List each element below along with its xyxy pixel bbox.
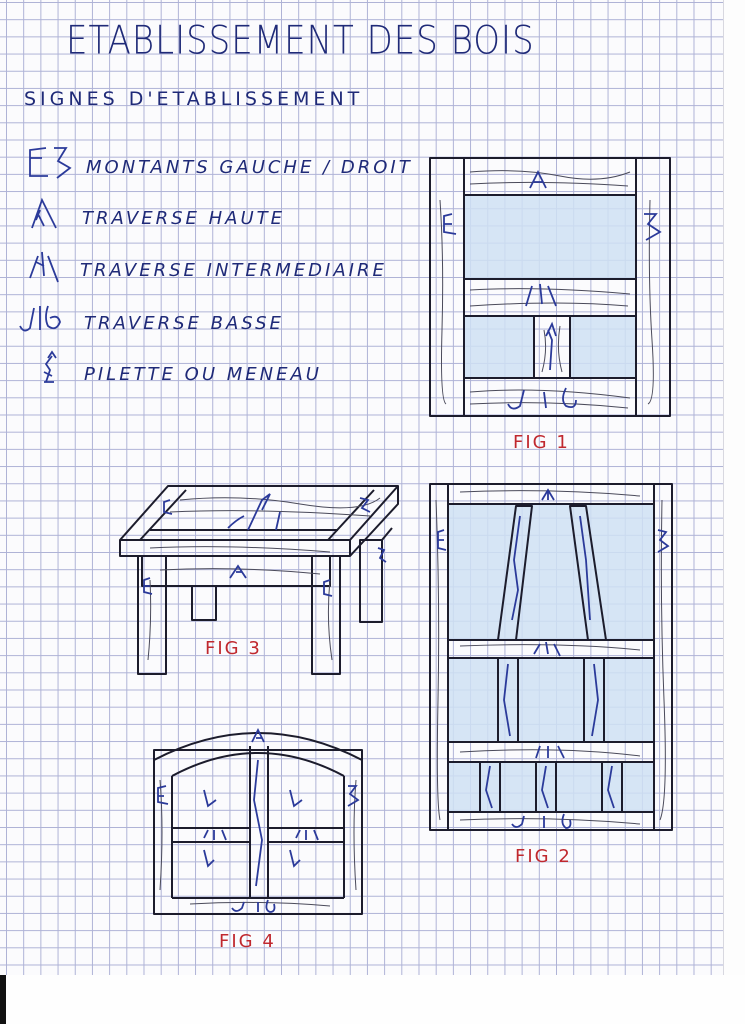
caption-fig3: FIG 3: [205, 638, 262, 659]
legend-label-traverse-intermediaire: TRAVERSE INTERMEDIAIRE: [80, 260, 387, 281]
fig4-doors-drawing: [154, 730, 362, 914]
symbol-pilette-icon: [44, 352, 56, 382]
legend-label-montants: MONTANTS GAUCHE / DROIT: [86, 157, 413, 178]
symbol-traverse-haute-icon: [32, 200, 56, 228]
fig2-frame-drawing: [430, 484, 672, 830]
caption-fig2: FIG 2: [515, 846, 572, 867]
page-title: ETABLISSEMENT DES BOIS: [66, 18, 535, 64]
symbol-traverse-intermediaire-icon: [30, 252, 58, 282]
symbol-traverse-basse-icon: [20, 306, 60, 331]
legend-label-traverse-haute: TRAVERSE HAUTE: [82, 208, 286, 229]
caption-fig4: FIG 4: [219, 931, 276, 952]
legend-heading: SIGNES D'ETABLISSEMENT: [24, 88, 364, 110]
caption-fig1: FIG 1: [513, 432, 570, 453]
fig1-frame-drawing: [430, 158, 670, 416]
symbol-montants-icon: [30, 148, 70, 178]
fig3-table-drawing: [120, 486, 398, 674]
legend-label-traverse-basse: TRAVERSE BASSE: [84, 313, 284, 334]
legend-label-pilette: PILETTE OU MENEAU: [84, 364, 322, 385]
